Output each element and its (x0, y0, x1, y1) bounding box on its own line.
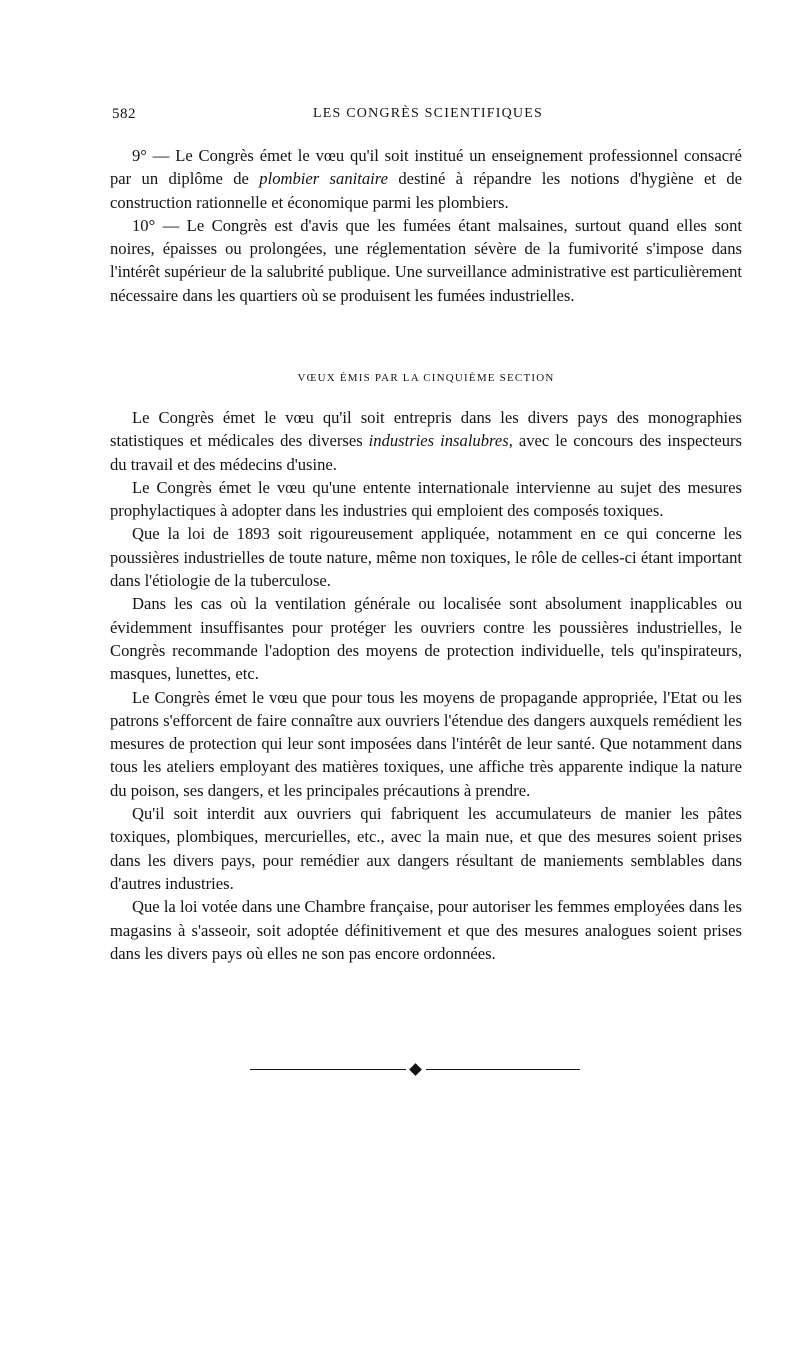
first-text-block (110, 144, 742, 307)
italic-term: plombier sanitaire (259, 169, 388, 189)
italic-term: industries insalubres (368, 431, 509, 451)
end-ornament (250, 1062, 580, 1078)
paragraph (110, 406, 742, 476)
paragraph-resolution-9 (110, 144, 742, 214)
paragraph-text: 9° — Le Congrès émet le vœu qu'il soit institué un enseignement professionnel consacré par un diplôme de (110, 146, 742, 189)
paragraph: Qu'il soit interdit aux ouvriers qui fabriquent les accumulateurs de manier les pâtes toxiques, plombiques, mercurielles, etc., avec la main nue, et que des mesures soient prises dans les divers pays, pour remédier aux dangers résultant de maniements semblables dans d'autres industries. (110, 804, 742, 893)
paragraph-text: destiné à répandre les notions d'hygiène et de construction rationnelle et économique parmi les plombiers. (110, 169, 743, 212)
paragraph: Que la loi de 1893 soit rigoureusement appliquée, notamment en ce qui concerne les poussières industrielles de toute nature, même non toxiques, le rôle de celles-ci étant important dans l'étiologie de la tuberculose. (110, 524, 742, 591)
second-text-block (110, 406, 742, 965)
section-heading: VŒUX ÉMIS PAR LA CINQUIÈME SECTION (297, 372, 555, 384)
ornament-rule-right (426, 1069, 580, 1070)
running-title: LES CONGRÈS SCIENTIFIQUES (313, 106, 543, 121)
page-number: 582 (112, 106, 136, 122)
paragraph: Que la loi votée dans une Chambre française, pour autoriser les femmes employées dans les magasins à s'asseoir, soit adoptée définitivement et que des mesures analogues soient prises dans les divers pays où elles ne son pas encore ordonnées. (110, 897, 742, 963)
running-head (112, 106, 744, 128)
ornament-rule-left (250, 1069, 406, 1070)
paragraph: Le Congrès émet le vœu que pour tous les moyens de propagande appropriée, l'Etat ou les patrons s'efforcent de faire connaître aux ouvriers l'étendue des dangers auxquels remédient les mesures de protection qui leur sont imposées dans l'intérêt de leur santé. Que notamment dans tous les ateliers employant des matières toxiques, une affiche très apparente indique la nature du poison, ses dangers, et les principales précautions à prendre. (110, 687, 742, 800)
paragraph-resolution-10: 10° — Le Congrès est d'avis que les fumées étant malsaines, surtout quand elles sont noires, épaisses ou prolongées, une réglementation sévère de la fumivorité s'impose dans l'intérêt supérieur de la salubrité publique. Une surveillance administrative est particulièrement nécessaire dans les quartiers où se produisent les fumées industrielles. (110, 215, 742, 305)
paragraph-text: , avec le concours des inspecteurs du travail et des médecins d'usine. (110, 431, 742, 474)
paragraph: Dans les cas où la ventilation générale ou localisée sont absolument inapplicables ou évidemment insuffisantes pour protéger les ouvriers contre les poussières industrielles, le Congrès recommande l'adoption des moyens de protection individuelle, tels qu'inspirateurs, masques, lunettes, etc. (110, 594, 742, 684)
paragraph: Le Congrès émet le vœu qu'une entente internationale intervienne au sujet des mesures prophylactiques à adopter dans les industries qui emploient des composés toxiques. (110, 477, 742, 521)
paragraph-text: Le Congrès émet le vœu qu'il soit entrepris dans les divers pays des monographies statistiques et médicales des diverses (110, 408, 742, 451)
diamond-icon (409, 1063, 422, 1076)
